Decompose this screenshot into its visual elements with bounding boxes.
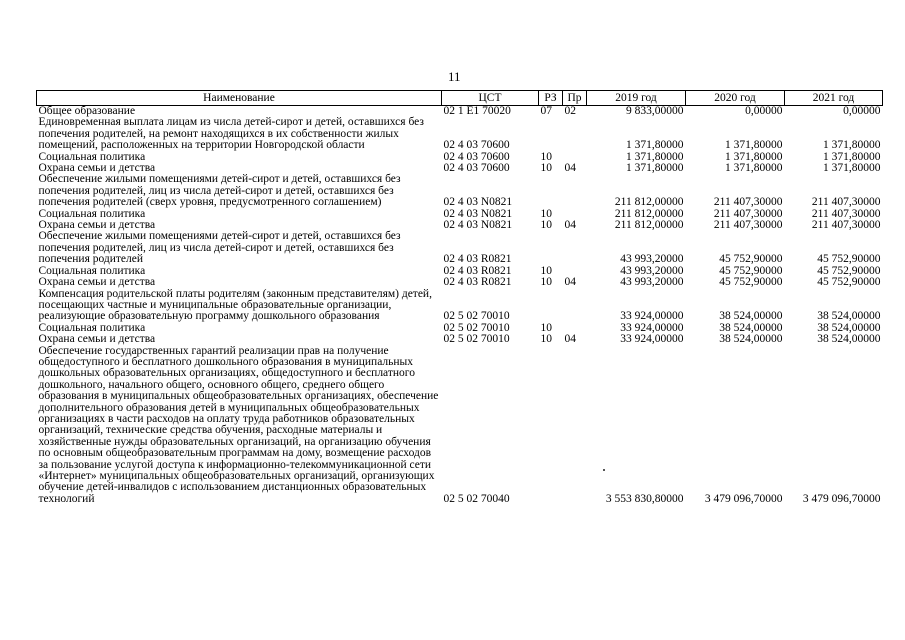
row-name: Охрана семьи и детства xyxy=(38,219,156,232)
row-value-2019: 211 812,00000 xyxy=(614,219,684,232)
row-value-2020: 211 407,30000 xyxy=(713,207,783,220)
row-pr: 04 xyxy=(564,162,576,175)
row-code: 02 5 02 70010 xyxy=(443,333,510,346)
row-value-2019: 33 924,00000 xyxy=(620,333,684,346)
row-value-2020: 45 752,90000 xyxy=(719,253,783,266)
row-value-2021: 38 524,00000 xyxy=(817,333,881,346)
row-pr xyxy=(563,117,587,151)
row-value-2019: 3 553 830,80000 xyxy=(605,492,684,505)
row-value-2020: 45 752,90000 xyxy=(719,264,783,277)
row-code: 02 4 03 70600 xyxy=(443,150,510,163)
row-rz: 10 xyxy=(540,264,552,277)
row-value-2019: 43 993,20000 xyxy=(620,276,684,289)
row-name: Общее образование xyxy=(38,105,136,117)
header-rz: РЗ xyxy=(539,91,563,106)
page-number: 11 xyxy=(448,69,461,84)
row-code: 02 4 03 70600 xyxy=(443,162,510,175)
row-rz: 10 xyxy=(540,219,552,232)
row-rz: 10 xyxy=(540,321,552,334)
row-value-2021: 3 479 096,70000 xyxy=(802,492,881,505)
row-pr: 04 xyxy=(564,219,576,232)
header-code: ЦСТ xyxy=(442,91,539,106)
row-pr: 02 xyxy=(564,105,576,117)
row-code: 02 1 E1 70020 xyxy=(443,105,511,117)
row-value-2021: 0,00000 xyxy=(843,105,881,117)
row-value-2021: 45 752,90000 xyxy=(817,276,881,289)
row-value-2020: 38 524,00000 xyxy=(719,321,783,334)
row-value-2019: 33 924,00000 xyxy=(620,310,684,323)
row-name: Социальная политика xyxy=(38,321,146,334)
row-value-2020: 1 371,80000 xyxy=(725,162,783,175)
row-rz xyxy=(539,117,563,151)
row-code: 02 5 02 70040 xyxy=(443,492,510,505)
header-2020: 2020 год xyxy=(686,91,785,106)
row-pr xyxy=(563,346,587,506)
row-value-2021: 1 371,80000 xyxy=(823,150,881,163)
table-body xyxy=(37,106,883,506)
row-code: 02 4 03 R0821 xyxy=(443,276,512,289)
row-value-2019: 1 371,80000 xyxy=(626,139,684,152)
row-value-2019: 1 371,80000 xyxy=(626,162,684,175)
row-value-2021: 45 752,90000 xyxy=(817,264,881,277)
row-code: 02 4 03 70600 xyxy=(443,139,510,152)
row-rz: 07 xyxy=(540,105,552,117)
row-pr xyxy=(563,174,587,208)
row-name: Единовременная выплата лицам из числа детей-сирот и детей, оставшихся без попечения родителей, на ремонт находящихся в их собственности жилых помещений, расположенных на территории Новгородской области xyxy=(38,116,424,152)
row-value-2020: 1 371,80000 xyxy=(725,139,783,152)
row-value-2021: 211 407,30000 xyxy=(811,196,881,209)
header-2021: 2021 год xyxy=(785,91,883,106)
row-value-2019: 211 812,00000 xyxy=(614,207,684,220)
row-value-2020: 45 752,90000 xyxy=(719,276,783,289)
table-row xyxy=(37,289,883,323)
row-value-2019: 43 993,20000 xyxy=(620,253,684,266)
row-pr: 04 xyxy=(564,276,576,289)
row-value-2019: 33 924,00000 xyxy=(620,321,684,334)
row-code: 02 5 02 70010 xyxy=(443,310,510,323)
row-code: 02 4 03 N0821 xyxy=(443,219,513,232)
row-name: Социальная политика xyxy=(38,150,146,163)
row-code: 02 4 03 R0821 xyxy=(443,253,512,266)
row-value-2020: 3 479 096,70000 xyxy=(704,492,783,505)
row-value-2020: 1 371,80000 xyxy=(725,150,783,163)
row-code: 02 4 03 N0821 xyxy=(443,196,513,209)
table-row xyxy=(37,277,883,288)
table-row xyxy=(37,117,883,151)
row-value-2019: 211 812,00000 xyxy=(614,196,684,209)
row-value-2019: 1 371,80000 xyxy=(626,150,684,163)
budget-table xyxy=(36,90,883,505)
row-name: Социальная политика xyxy=(38,264,146,277)
row-rz: 10 xyxy=(540,333,552,346)
row-name: Обеспечение государственных гарантий реализации прав на получение общедоступного и бесплатного дошкольного образования в муниципальных дошкольных образовательных организациях, общедоступного и бесплатного дошкольного, начального общего, основного общего, среднего общего образования в муниципальных общеобразовательных организациях, обеспечение дополнительного образования детей в муниципальных общеобразовательных организациях в части расходов на оплату труда работников образовательных организаций, технические средства обучения, расходные материалы и хозяйственные нужды образовательных организаций, на организацию обучения по основным общеобразовательным программам на дому, возмещение расходов за пользование услугой доступа к информационно-телекоммуникационной сети «Интернет» муниципальных общеобразовательных организаций, организующих обучение детей-инвалидов с использованием дистанционных образовательных технологий xyxy=(38,344,439,505)
stray-mark xyxy=(603,469,605,471)
row-rz: 10 xyxy=(540,276,552,289)
row-code: 02 4 03 R0821 xyxy=(443,264,512,277)
row-pr xyxy=(563,231,587,265)
row-name: Охрана семьи и детства xyxy=(38,162,156,175)
row-value-2021: 45 752,90000 xyxy=(817,253,881,266)
row-pr xyxy=(563,289,587,323)
row-value-2021: 38 524,00000 xyxy=(817,321,881,334)
row-value-2021: 211 407,30000 xyxy=(811,207,881,220)
row-rz: 10 xyxy=(540,207,552,220)
row-name: Обеспечение жилыми помещениями детей-сирот и детей, оставшихся без попечения родителей, лиц из числа детей-сирот и детей, оставшихся без попечения родителей (сверх уровня, предусмотренного соглашением) xyxy=(38,173,401,209)
row-rz xyxy=(539,231,563,265)
row-code: 02 5 02 70010 xyxy=(443,321,510,334)
table-row xyxy=(37,334,883,345)
row-pr: 04 xyxy=(564,333,576,346)
row-name: Охрана семьи и детства xyxy=(38,276,156,289)
header-name: Наименование xyxy=(37,91,442,106)
row-value-2020: 211 407,30000 xyxy=(713,219,783,232)
row-name: Обеспечение жилыми помещениями детей-сирот и детей, оставшихся без попечения родителей, лиц из числа детей-сирот и детей, оставшихся без попечения родителей xyxy=(38,230,401,266)
table-row xyxy=(37,231,883,265)
row-value-2021: 211 407,30000 xyxy=(811,219,881,232)
row-value-2021: 1 371,80000 xyxy=(823,162,881,175)
row-name: Социальная политика xyxy=(38,207,146,220)
header-2019: 2019 год xyxy=(587,91,686,106)
row-rz: 10 xyxy=(540,150,552,163)
row-value-2020: 38 524,00000 xyxy=(719,333,783,346)
row-value-2021: 1 371,80000 xyxy=(823,139,881,152)
row-value-2019: 9 833,00000 xyxy=(626,105,684,117)
row-value-2019: 43 993,20000 xyxy=(620,264,684,277)
table-row xyxy=(37,174,883,208)
table-row xyxy=(37,346,883,506)
row-rz xyxy=(539,289,563,323)
row-rz xyxy=(539,346,563,506)
header-pr: Пр xyxy=(563,91,587,106)
row-rz xyxy=(539,174,563,208)
row-value-2020: 211 407,30000 xyxy=(713,196,783,209)
row-rz: 10 xyxy=(540,162,552,175)
row-value-2020: 0,00000 xyxy=(745,105,783,117)
row-name: Компенсация родительской платы родителям (законным представителям) детей, посещающих частные и муниципальные образовательные организации, реализующие образовательную программу дошкольного образования xyxy=(38,287,432,323)
row-name: Охрана семьи и детства xyxy=(38,333,156,346)
row-code: 02 4 03 N0821 xyxy=(443,207,513,220)
row-value-2021: 38 524,00000 xyxy=(817,310,881,323)
row-value-2020: 38 524,00000 xyxy=(719,310,783,323)
header-row xyxy=(37,91,883,106)
